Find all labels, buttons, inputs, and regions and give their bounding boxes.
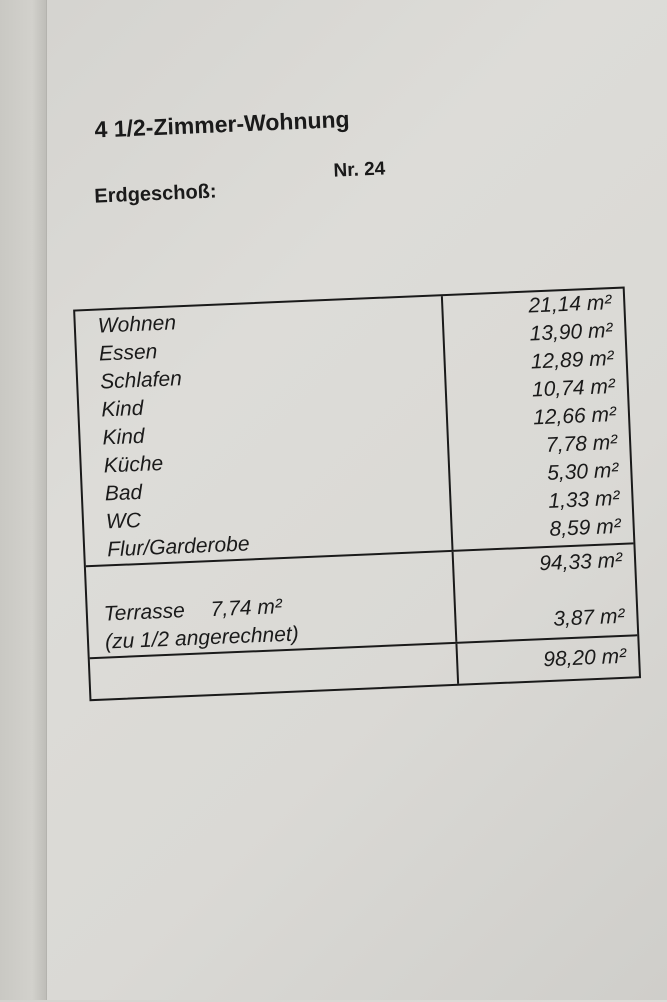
room-area: 21,14 m² (528, 291, 612, 318)
apartment-title: 4 1/2-Zimmer-Wohnung (94, 105, 351, 143)
room-area: 1,33 m² (547, 486, 620, 513)
room-name: Bad (104, 480, 143, 506)
terrace-label: Terrasse (103, 599, 186, 626)
terrace-counted-area: 3,87 m² (552, 604, 625, 631)
room-name: WC (105, 508, 142, 534)
room-name: Schlafen (99, 367, 183, 394)
terrace-values-column (454, 544, 638, 641)
room-names-column (75, 296, 453, 565)
room-area: 10,74 m² (531, 374, 616, 402)
terrace-note: (zu 1/2 angerechnet) (104, 622, 300, 654)
rooms-section (75, 289, 633, 566)
room-name: Wohnen (97, 311, 177, 338)
subtotal-area: 94,33 m² (538, 548, 623, 576)
room-areas-column (443, 289, 633, 550)
total-area: 98,20 m² (542, 644, 627, 672)
area-table (73, 286, 641, 701)
floor-label: Erdgeschoß: (93, 180, 218, 208)
room-area: 13,90 m² (529, 319, 613, 346)
room-name: Flur/Garderobe (106, 532, 250, 562)
unit-number: Nr. 24 (333, 158, 386, 182)
room-name: Küche (103, 451, 164, 478)
room-name: Kind (102, 424, 145, 450)
room-name: Kind (100, 396, 144, 422)
room-area: 8,59 m² (549, 514, 622, 541)
room-area: 5,30 m² (546, 458, 619, 485)
terrace-description-column (86, 552, 457, 657)
room-area: 12,66 m² (532, 402, 617, 430)
room-area: 7,78 m² (545, 430, 618, 457)
terrace-area: 7,74 m² (210, 595, 283, 622)
room-name: Essen (98, 340, 158, 366)
total-value-column (457, 636, 639, 684)
room-area: 12,89 m² (530, 347, 615, 374)
